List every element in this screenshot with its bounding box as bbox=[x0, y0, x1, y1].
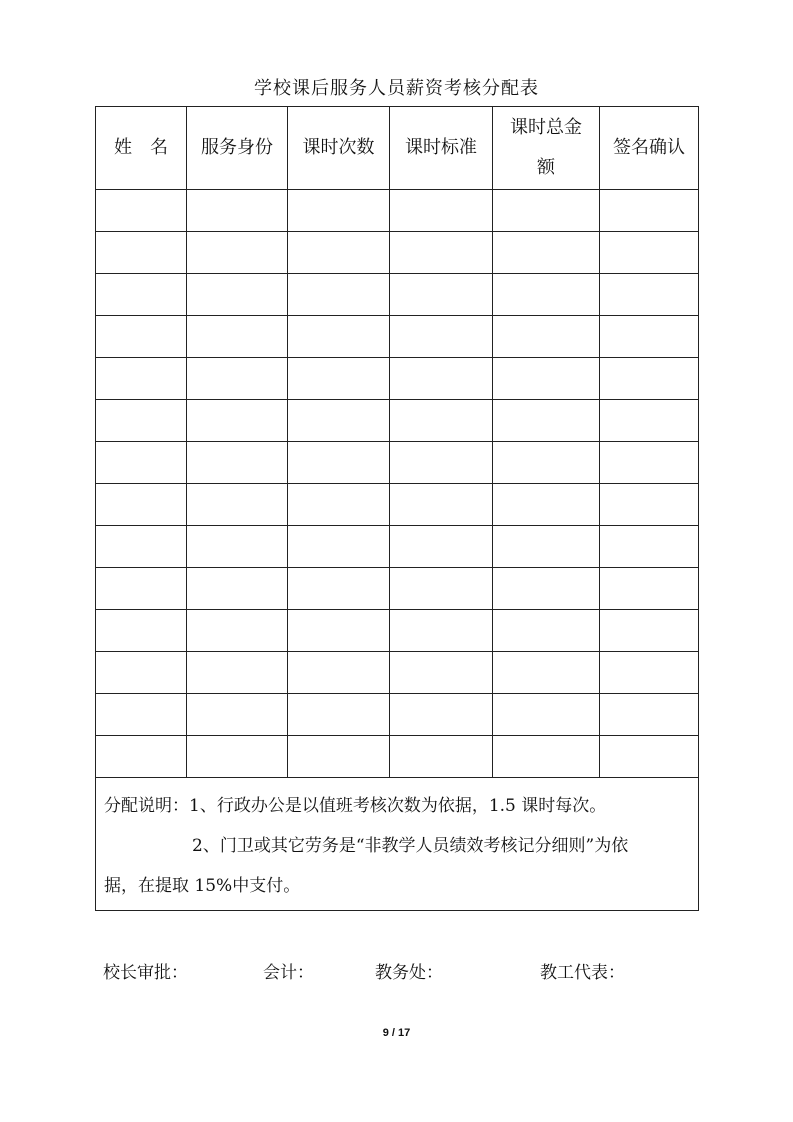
cell-class-count[interactable] bbox=[288, 652, 390, 694]
cell-class-rate[interactable] bbox=[390, 316, 493, 358]
cell-service-role[interactable] bbox=[187, 526, 288, 568]
cell-class-rate[interactable] bbox=[390, 400, 493, 442]
cell-signature[interactable] bbox=[600, 232, 699, 274]
cell-name[interactable] bbox=[96, 442, 187, 484]
cell-service-role[interactable] bbox=[187, 610, 288, 652]
cell-total-amount[interactable] bbox=[493, 190, 600, 232]
cell-service-role[interactable] bbox=[187, 442, 288, 484]
table-row bbox=[96, 610, 699, 652]
accountant-label: 会计： bbox=[263, 963, 314, 983]
cell-signature[interactable] bbox=[600, 400, 699, 442]
cell-service-role[interactable] bbox=[187, 652, 288, 694]
cell-service-role[interactable] bbox=[187, 190, 288, 232]
cell-class-rate[interactable] bbox=[390, 610, 493, 652]
header-class-rate: 课时标准 bbox=[390, 107, 493, 190]
table-row bbox=[96, 232, 699, 274]
cell-class-rate[interactable] bbox=[390, 442, 493, 484]
cell-signature[interactable] bbox=[600, 442, 699, 484]
cell-total-amount[interactable] bbox=[493, 400, 600, 442]
cell-class-count[interactable] bbox=[288, 190, 390, 232]
cell-class-count[interactable] bbox=[288, 694, 390, 736]
header-signature: 签名确认 bbox=[600, 107, 699, 190]
cell-name[interactable] bbox=[96, 274, 187, 316]
table-row bbox=[96, 652, 699, 694]
cell-class-rate[interactable] bbox=[390, 736, 493, 778]
table-row bbox=[96, 736, 699, 778]
cell-total-amount[interactable] bbox=[493, 652, 600, 694]
cell-service-role[interactable] bbox=[187, 358, 288, 400]
cell-name[interactable] bbox=[96, 358, 187, 400]
cell-class-count[interactable] bbox=[288, 484, 390, 526]
table-row bbox=[96, 442, 699, 484]
table-row bbox=[96, 358, 699, 400]
page-number: 9 / 17 bbox=[382, 1027, 411, 1039]
cell-service-role[interactable] bbox=[187, 484, 288, 526]
cell-class-count[interactable] bbox=[288, 316, 390, 358]
cell-name[interactable] bbox=[96, 232, 187, 274]
cell-total-amount[interactable] bbox=[493, 274, 600, 316]
cell-service-role[interactable] bbox=[187, 400, 288, 442]
cell-class-count[interactable] bbox=[288, 274, 390, 316]
table-row bbox=[96, 526, 699, 568]
table-row bbox=[96, 568, 699, 610]
cell-name[interactable] bbox=[96, 568, 187, 610]
cell-service-role[interactable] bbox=[187, 694, 288, 736]
cell-signature[interactable] bbox=[600, 694, 699, 736]
cell-class-count[interactable] bbox=[288, 442, 390, 484]
cell-name[interactable] bbox=[96, 526, 187, 568]
table-row bbox=[96, 400, 699, 442]
cell-signature[interactable] bbox=[600, 316, 699, 358]
cell-total-amount[interactable] bbox=[493, 484, 600, 526]
cell-signature[interactable] bbox=[600, 736, 699, 778]
cell-signature[interactable] bbox=[600, 652, 699, 694]
allocation-notes bbox=[96, 778, 699, 911]
cell-total-amount[interactable] bbox=[493, 526, 600, 568]
cell-signature[interactable] bbox=[600, 484, 699, 526]
cell-signature[interactable] bbox=[600, 568, 699, 610]
cell-class-count[interactable] bbox=[288, 526, 390, 568]
table-row bbox=[96, 274, 699, 316]
cell-class-rate[interactable] bbox=[390, 652, 493, 694]
cell-service-role[interactable] bbox=[187, 736, 288, 778]
signature-line bbox=[103, 958, 703, 982]
note-line-2: 2、门卫或其它劳务是“非教学人员绩效考核记分细则”为依 bbox=[192, 836, 629, 856]
cell-class-count[interactable] bbox=[288, 568, 390, 610]
cell-service-role[interactable] bbox=[187, 274, 288, 316]
cell-total-amount[interactable] bbox=[493, 568, 600, 610]
cell-class-rate[interactable] bbox=[390, 484, 493, 526]
cell-name[interactable] bbox=[96, 694, 187, 736]
header-class-count: 课时次数 bbox=[288, 107, 390, 190]
header-total-amount: 课时总金额 bbox=[493, 107, 600, 190]
cell-class-count[interactable] bbox=[288, 358, 390, 400]
cell-class-rate[interactable] bbox=[390, 568, 493, 610]
cell-signature[interactable] bbox=[600, 526, 699, 568]
cell-total-amount[interactable] bbox=[493, 442, 600, 484]
table-row bbox=[96, 484, 699, 526]
cell-name[interactable] bbox=[96, 316, 187, 358]
document-title: 学校课后服务人员薪资考核分配表 bbox=[254, 78, 539, 99]
cell-name[interactable] bbox=[96, 610, 187, 652]
cell-class-rate[interactable] bbox=[390, 190, 493, 232]
cell-total-amount[interactable] bbox=[493, 610, 600, 652]
cell-signature[interactable] bbox=[600, 358, 699, 400]
table-row bbox=[96, 316, 699, 358]
table-row bbox=[96, 190, 699, 232]
cell-name[interactable] bbox=[96, 190, 187, 232]
cell-service-role[interactable] bbox=[187, 316, 288, 358]
table-row bbox=[96, 694, 699, 736]
allocation-notes-row bbox=[96, 778, 699, 911]
cell-total-amount[interactable] bbox=[493, 316, 600, 358]
cell-signature[interactable] bbox=[600, 190, 699, 232]
cell-class-count[interactable] bbox=[288, 232, 390, 274]
cell-class-rate[interactable] bbox=[390, 232, 493, 274]
cell-service-role[interactable] bbox=[187, 232, 288, 274]
cell-class-rate[interactable] bbox=[390, 694, 493, 736]
cell-signature[interactable] bbox=[600, 610, 699, 652]
cell-total-amount[interactable] bbox=[493, 358, 600, 400]
cell-name[interactable] bbox=[96, 652, 187, 694]
cell-class-count[interactable] bbox=[288, 736, 390, 778]
cell-name[interactable] bbox=[96, 400, 187, 442]
cell-signature[interactable] bbox=[600, 274, 699, 316]
cell-class-rate[interactable] bbox=[390, 274, 493, 316]
cell-class-count[interactable] bbox=[288, 400, 390, 442]
note-line-1: 分配说明：1、行政办公是以值班考核次数为依据，1.5 课时每次。 bbox=[104, 796, 607, 816]
principal-approval-label: 校长审批： bbox=[103, 963, 188, 983]
cell-total-amount[interactable] bbox=[493, 694, 600, 736]
cell-total-amount[interactable] bbox=[493, 232, 600, 274]
note-line-3: 据，在提取 15%中支付。 bbox=[104, 876, 301, 896]
cell-name[interactable] bbox=[96, 736, 187, 778]
cell-class-rate[interactable] bbox=[390, 358, 493, 400]
table-header-row bbox=[96, 107, 699, 190]
cell-service-role[interactable] bbox=[187, 568, 288, 610]
academic-office-label: 教务处： bbox=[375, 963, 443, 983]
header-name: 姓 名 bbox=[96, 107, 187, 190]
cell-class-count[interactable] bbox=[288, 610, 390, 652]
salary-allocation-table bbox=[95, 106, 699, 911]
cell-total-amount[interactable] bbox=[493, 736, 600, 778]
cell-class-rate[interactable] bbox=[390, 526, 493, 568]
cell-name[interactable] bbox=[96, 484, 187, 526]
staff-representative-label: 教工代表： bbox=[540, 963, 625, 983]
header-service-role: 服务身份 bbox=[187, 107, 288, 190]
